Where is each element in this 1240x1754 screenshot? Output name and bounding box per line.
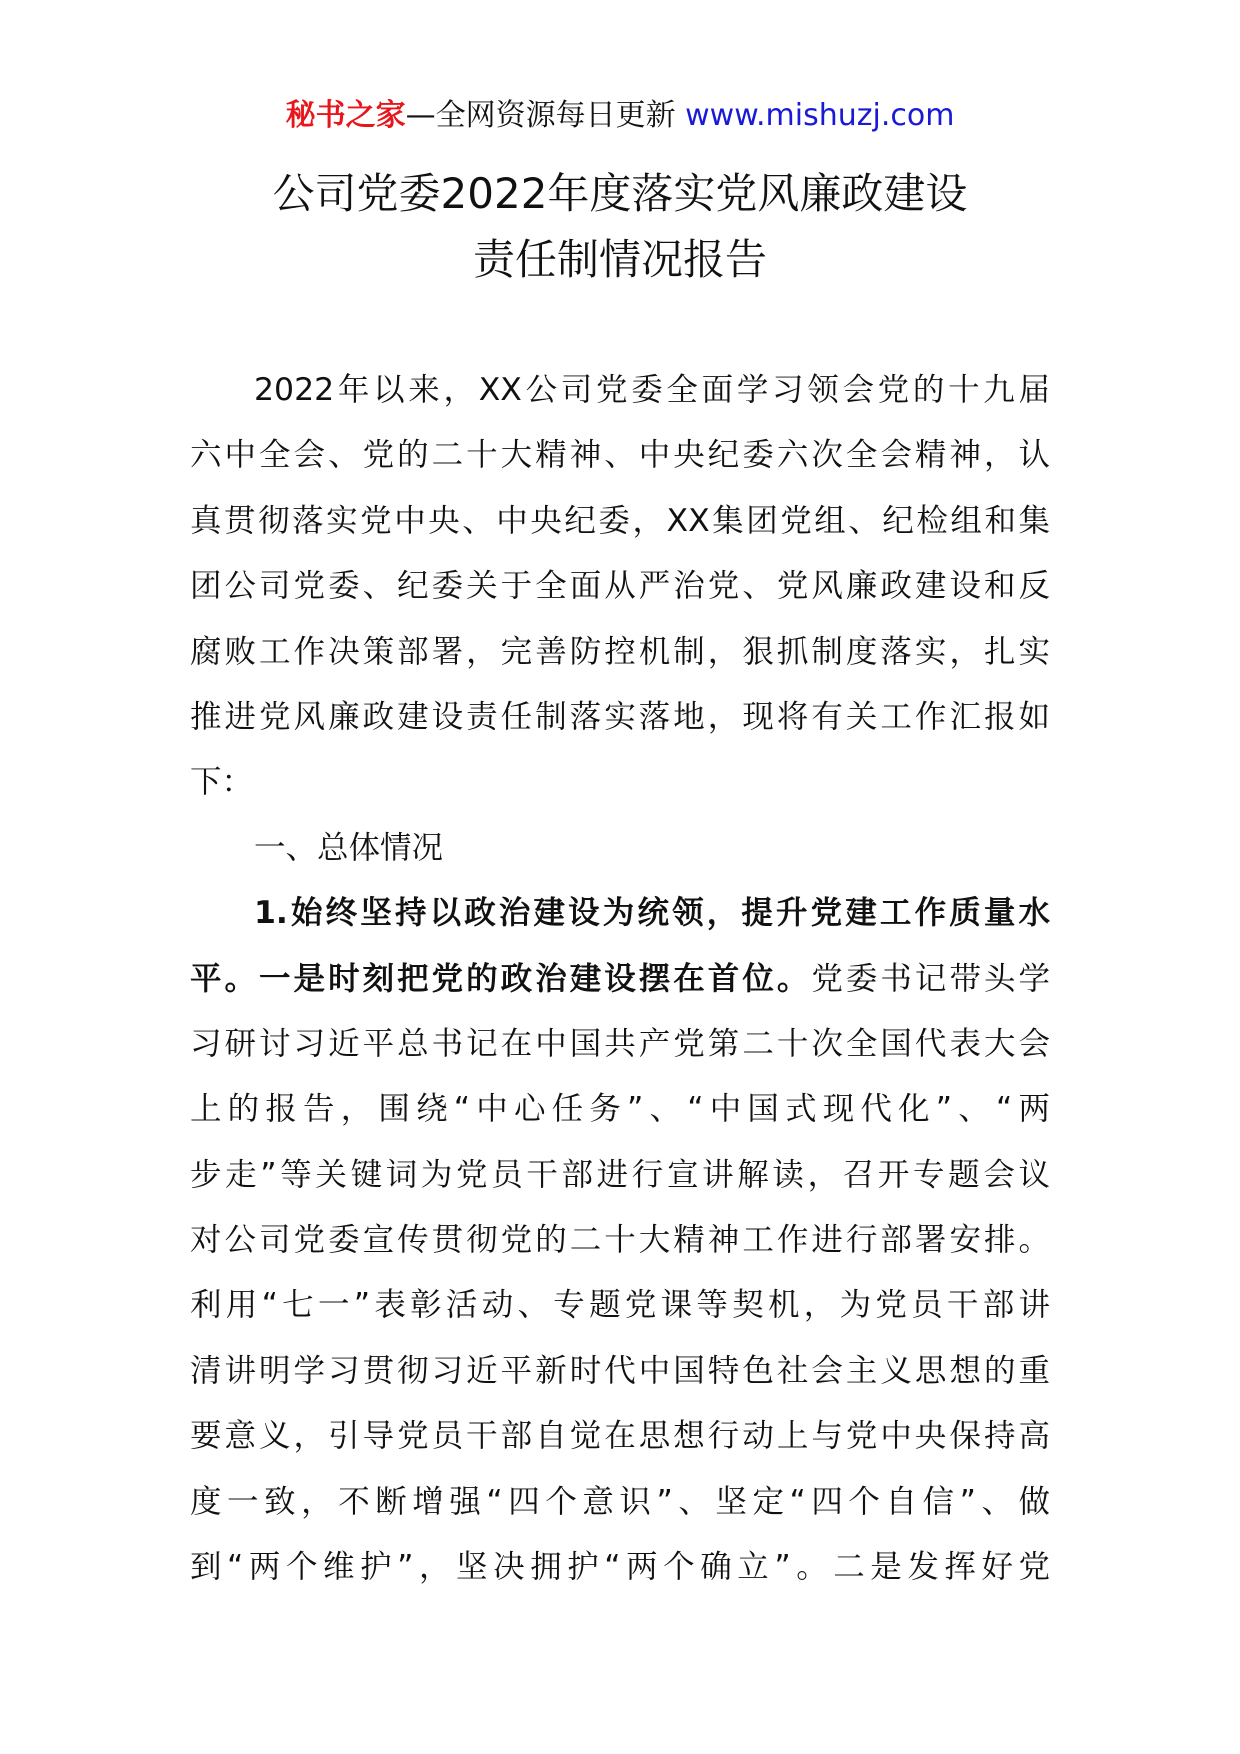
paragraph-line: 推进党风廉政建设责任制落实落地，现将有关工作汇报如 — [190, 698, 1050, 735]
paragraph-line: 2022年以来，XX公司党委全面学习领会党的十九届 — [254, 372, 1050, 408]
site-url-link[interactable]: www.mishuzj.com — [685, 98, 955, 133]
paragraph-line: 清讲明学习贯彻习近平新时代中国特色社会主义思想的重 — [190, 1352, 1050, 1389]
paragraph-line-mixed — [190, 947, 1050, 1012]
paragraph-line: 上的报告，围绕“中心任务”、“中国式现代化”、“两 — [190, 1091, 1050, 1128]
watermark-header — [0, 96, 1240, 136]
paragraph-line: 团公司党委、纪委关于全面从严治党、党风廉政建设和反 — [190, 568, 1050, 605]
paragraph-line: 下： — [190, 764, 254, 801]
paragraph-line: 利用“七一”表彰活动、专题党课等契机，为党员干部讲 — [190, 1287, 1050, 1324]
paragraph-line: 六中全会、党的二十大精神、中央纪委六次全会精神，认 — [190, 437, 1050, 474]
paragraph-line: 习研讨习近平总书记在中国共产党第二十次全国代表大会 — [190, 1025, 1050, 1062]
paragraph-line: 要意义，引导党员干部自觉在思想行动上与党中央保持高 — [190, 1418, 1050, 1455]
subsection-heading-line: 1.始终坚持以政治建设为统领，提升党建工作质量水 — [254, 895, 1050, 932]
document-title-line-2: 责任制情况报告 — [472, 235, 767, 284]
paragraph-line: 真贯彻落实党中央、中央纪委，XX集团党组、纪检组和集 — [190, 502, 1050, 539]
document-body — [190, 358, 1050, 1600]
paragraph-line: 到“两个维护”，坚决拥护“两个确立”。二是发挥好党 — [190, 1549, 1050, 1586]
brand-name: 秘书之家 — [285, 98, 406, 133]
plain-run: 党委书记带头学 — [811, 960, 1050, 997]
paragraph-line: 对公司党委宣传贯彻党的二十大精神工作进行部署安排。 — [190, 1222, 1050, 1259]
header-tagline: —全网资源每日更新 — [405, 98, 686, 133]
paragraph-line: 度一致，不断增强“四个意识”、坚定“四个自信”、做 — [190, 1483, 1050, 1520]
section-heading: 一、总体情况 — [254, 829, 444, 866]
paragraph-line: 腐败工作决策部署，完善防控机制，狠抓制度落实，扎实 — [190, 633, 1050, 670]
paragraph-line: 步走”等关键词为党员干部进行宣讲解读，召开专题会议 — [190, 1156, 1050, 1193]
bold-run: 平。一是时刻把党的政治建设摆在首位。 — [190, 960, 812, 997]
document-title-line-1: 公司党委2022年度落实党风廉政建设 — [272, 169, 968, 218]
